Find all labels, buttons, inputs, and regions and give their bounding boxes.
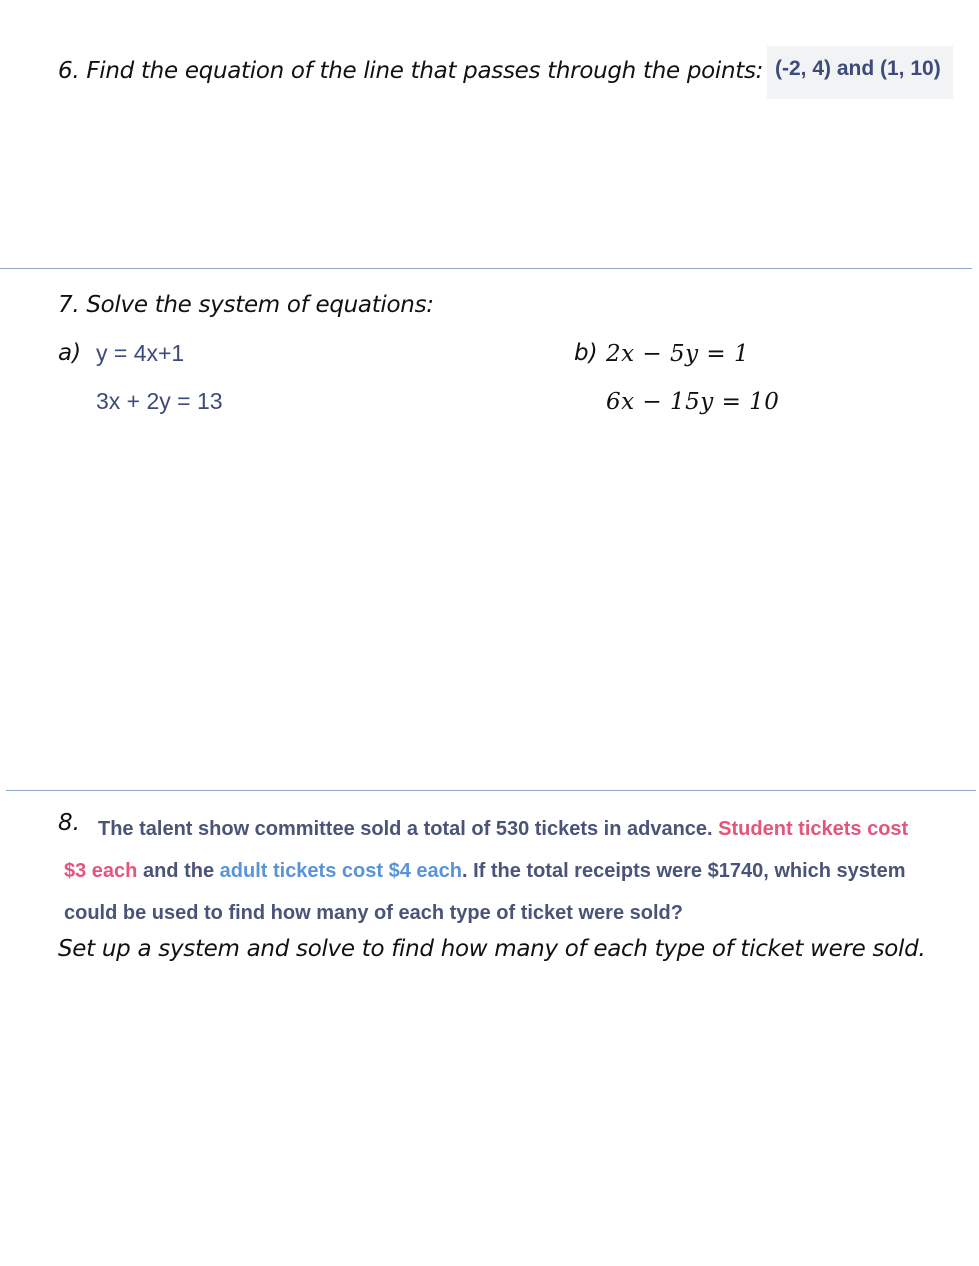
- section-divider: [0, 268, 972, 269]
- q8-problem-text: [64, 808, 934, 934]
- q7-part-b-label: b): [574, 340, 598, 366]
- q6-prompt: 6. Find the equation of the line that passes through the points:: [58, 58, 764, 84]
- q7-part-b-equation-2: 6x − 15y = 10: [606, 389, 780, 415]
- q8-text-connector: and the: [142, 860, 215, 882]
- q6-points: (-2, 4) and (1, 10): [767, 46, 953, 99]
- q7-prompt: 7. Solve the system of equations:: [58, 292, 434, 318]
- q7-part-a-equation-1: y = 4x+1: [96, 340, 185, 366]
- q8-student-price: Student tickets cost $3 each: [64, 818, 909, 882]
- q8-instruction: Set up a system and solve to find how many of each type of ticket were sold.: [58, 936, 926, 962]
- q7-part-a-equation-2: 3x + 2y = 13: [96, 388, 223, 414]
- q7-part-b-equation-1: 2x − 5y = 1: [606, 341, 750, 367]
- q8-number: 8.: [58, 810, 80, 836]
- q7-part-a-label: a): [58, 340, 82, 366]
- q8-adult-price: adult tickets cost $4 each: [219, 860, 462, 882]
- q8-text-intro: The talent show committee sold a total of 530 tickets in advance.: [98, 818, 713, 840]
- q8-text-question: . If the total receipts were $1740, which system could be used to find how many of each type of ticket were sold?: [64, 860, 906, 924]
- section-divider: [6, 790, 976, 791]
